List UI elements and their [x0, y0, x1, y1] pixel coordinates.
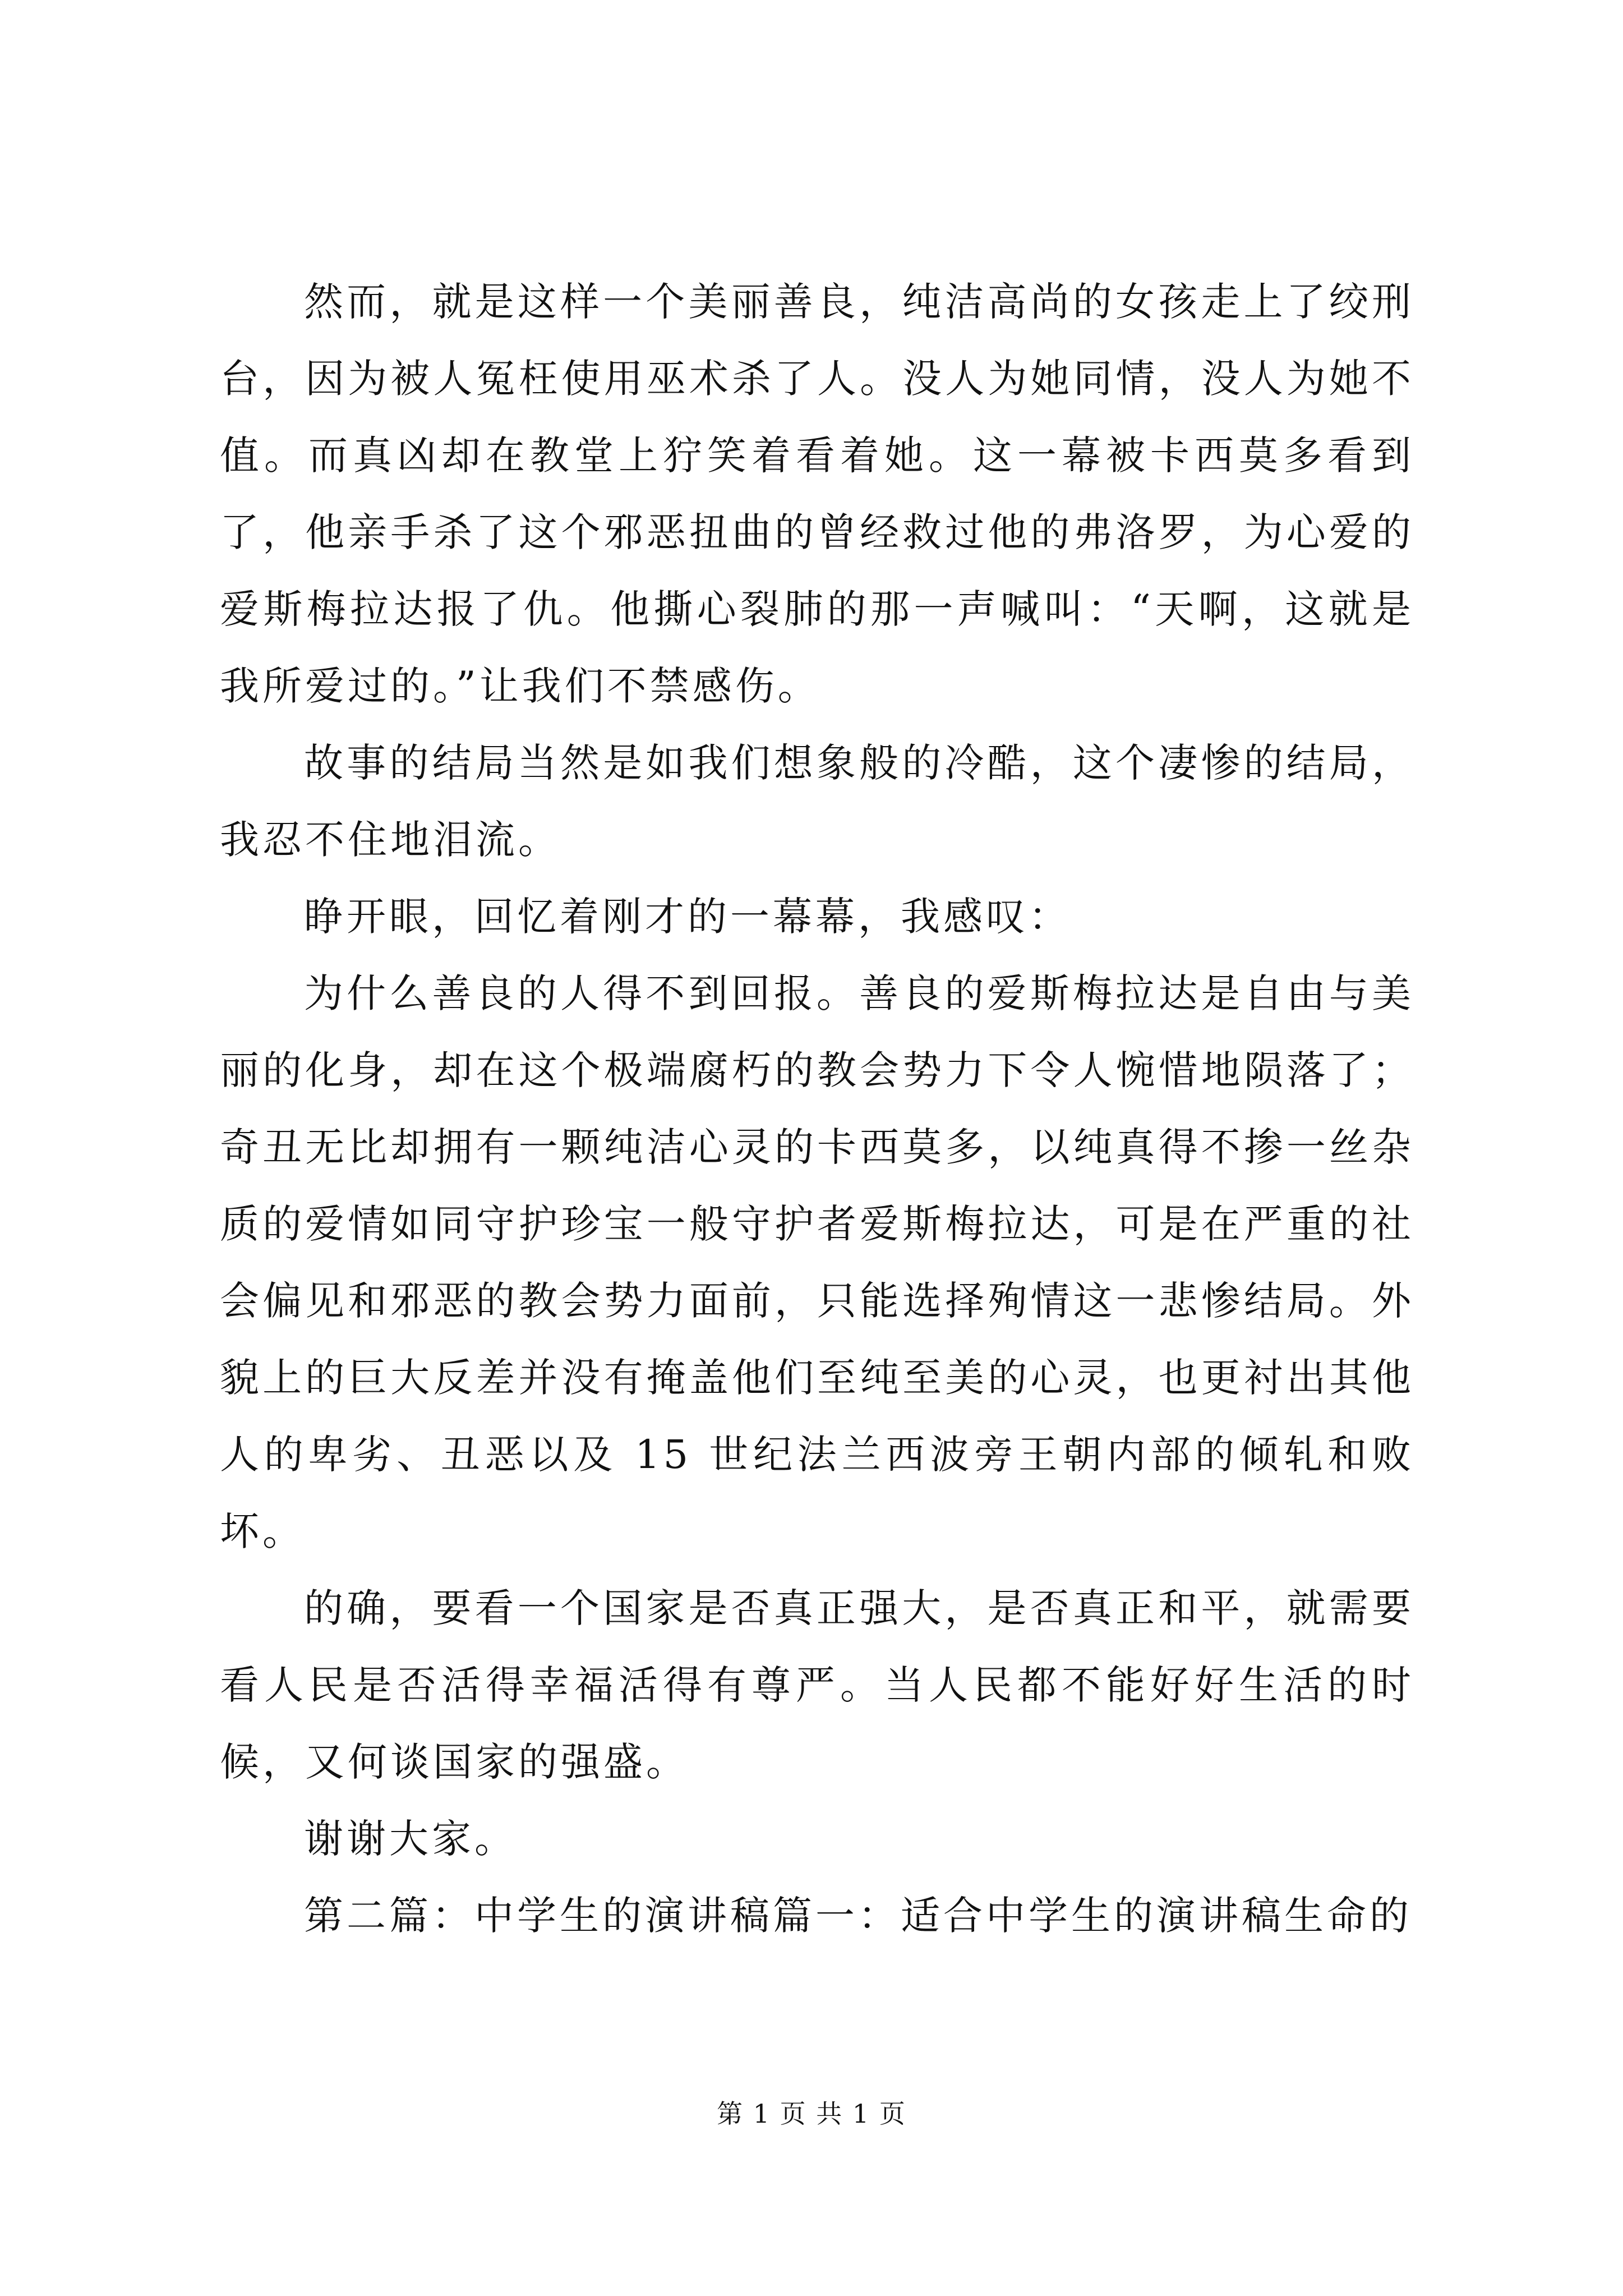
page-footer: 第 1 页 共 1 页 — [717, 2099, 906, 2129]
paragraph-1: 然而，就是这样一个美丽善良，纯洁高尚的女孩走上了绞刑台，因为被人冤枉使用巫术杀了人。没人为她同情，没人为她不值。而真凶却在教堂上狞笑着看着她。这一幕被卡西莫多看到了，他亲手杀了这个邪恶扭曲的曾经救过他的弗洛罗，为心爱的爱斯梅拉达报了仇。他撕心裂肺的那一声喊叫：“天啊，这就是我所爱过的。”让我们不禁感伤。 — [220, 279, 1414, 709]
document-body — [220, 264, 1414, 1954]
paragraph-5: 的确，要看一个国家是否真正强大，是否真正和平，就需要看人民是否活得幸福活得有尊严。当人民都不能好好生活的时候，又何谈国家的强盛。 — [220, 1585, 1414, 1785]
paragraph-6: 谢谢大家。 — [304, 1816, 517, 1862]
paragraph-3: 睁开眼，回忆着刚才的一幕幕，我感叹： — [304, 894, 1071, 940]
paragraph-2: 故事的结局当然是如我们想象般的冷酷，这个凄惨的结局，我忍不住地泪流。 — [220, 740, 1414, 863]
paragraph-7: 第二篇：中学生的演讲稿篇一：适合中学生的演讲稿生命的 — [304, 1893, 1412, 1939]
paragraph-4: 为什么善良的人得不到回报。善良的爱斯梅拉达是自由与美丽的化身，却在这个极端腐朽的教会势力下令人惋惜地陨落了；奇丑无比却拥有一颗纯洁心灵的卡西莫多，以纯真得不掺一丝杂质的爱情如同守护珍宝一般守护者爱斯梅拉达，可是在严重的社会偏见和邪恶的教会势力面前，只能选择殉情这一悲惨结局。外貌上的巨大反差并没有掩盖他们至纯至美的心灵，也更衬出其他人的卑劣、丑恶以及 15 世纪法兰西波旁王朝内部的倾轧和败坏。 — [220, 970, 1414, 1554]
